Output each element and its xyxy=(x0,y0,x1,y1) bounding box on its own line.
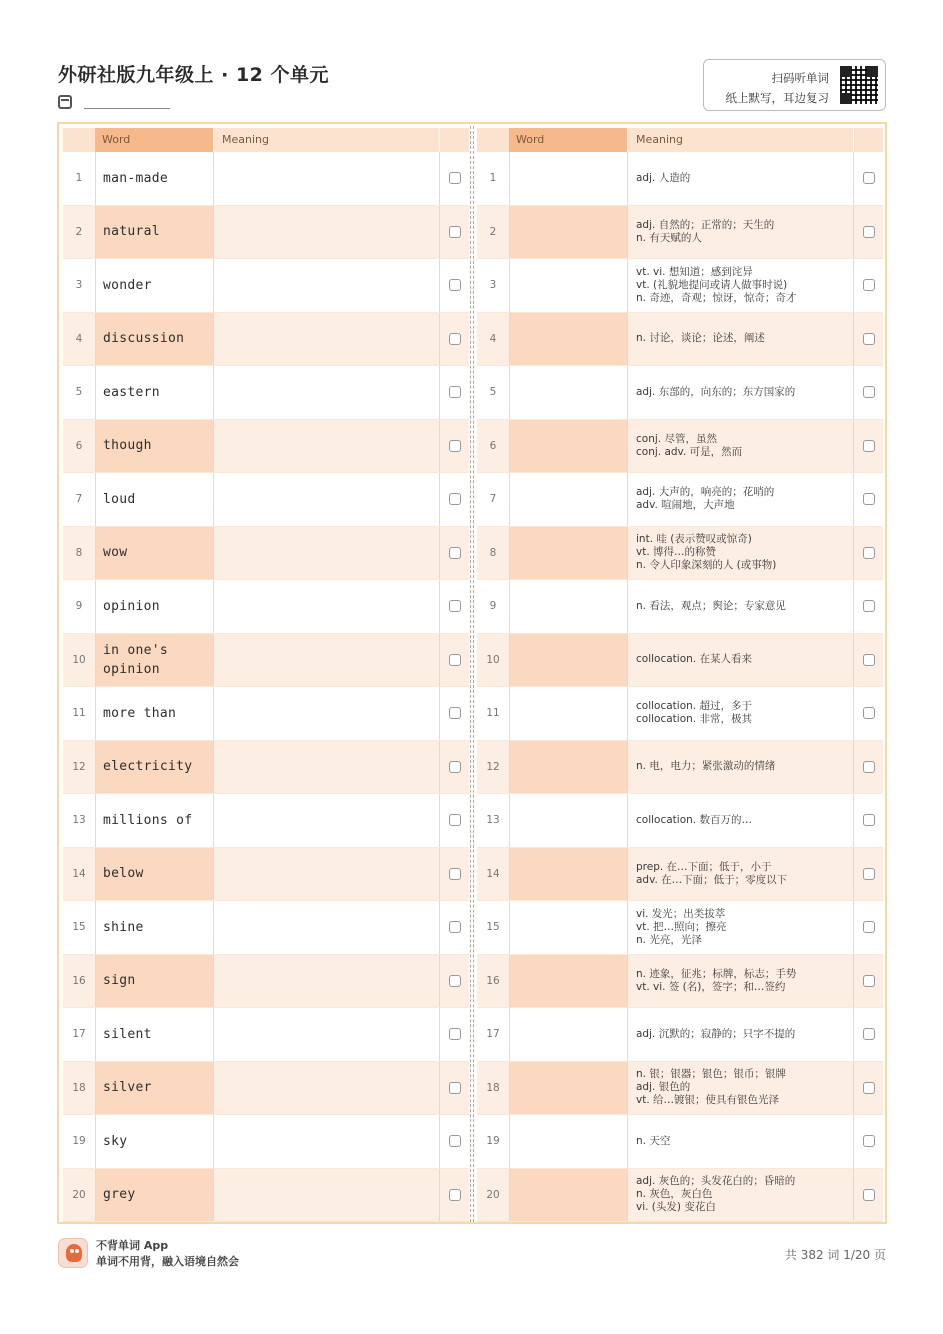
word-cell: silent xyxy=(95,1008,213,1061)
checkbox-cell xyxy=(853,259,883,312)
checkbox-cell xyxy=(439,527,469,580)
word-blank-cell[interactable] xyxy=(509,366,627,419)
word-blank-cell[interactable] xyxy=(509,687,627,740)
checkbox-cell xyxy=(439,313,469,366)
row-number: 9 xyxy=(75,600,83,613)
footer-app-info xyxy=(96,1238,239,1270)
row-number: 1 xyxy=(75,172,83,185)
row-number: 14 xyxy=(486,867,500,880)
meaning-cell: collocation. 超过，多于 collocation. 非常，极其 xyxy=(627,687,853,740)
checkbox-cell xyxy=(853,901,883,954)
checkbox[interactable] xyxy=(449,921,461,933)
checkbox-cell xyxy=(439,206,469,259)
checkbox-cell xyxy=(853,1115,883,1168)
word-cell: shine xyxy=(95,901,213,954)
row-number: 10 xyxy=(72,653,86,666)
table-row xyxy=(477,848,883,902)
app-name: 不背单词 App xyxy=(96,1239,169,1252)
meaning-blank-cell[interactable] xyxy=(213,634,439,687)
checkbox[interactable] xyxy=(863,921,875,933)
header-check-cell xyxy=(853,128,883,152)
word-cell: silver xyxy=(95,1062,213,1115)
header-meaning: Meaning xyxy=(213,128,439,152)
meaning-cell: n. 天空 xyxy=(627,1115,853,1168)
table-row xyxy=(63,741,469,795)
checkbox-cell xyxy=(439,848,469,901)
word-blank-cell[interactable] xyxy=(509,206,627,259)
checkbox-cell xyxy=(853,955,883,1008)
word-blank-cell[interactable] xyxy=(509,794,627,847)
row-number: 13 xyxy=(72,814,86,827)
table-row xyxy=(63,687,469,741)
checkbox-cell xyxy=(439,634,469,687)
table-row xyxy=(63,259,469,313)
word-cell: loud xyxy=(95,473,213,526)
meaning-blank-cell[interactable] xyxy=(213,1169,439,1222)
word-cell: man-made xyxy=(95,152,213,205)
word-cell: wonder xyxy=(95,259,213,312)
checkbox-cell xyxy=(853,848,883,901)
table-row xyxy=(63,1062,469,1116)
checkbox[interactable] xyxy=(863,1028,875,1040)
meaning-column-table xyxy=(477,128,883,1222)
checkbox[interactable] xyxy=(863,547,875,559)
checkbox[interactable] xyxy=(863,386,875,398)
qr-caption-line1: 扫码听单词 xyxy=(771,71,829,85)
table-row xyxy=(63,420,469,474)
row-number: 11 xyxy=(72,707,86,720)
meaning-blank-cell[interactable] xyxy=(213,1008,439,1061)
row-number: 15 xyxy=(486,921,500,934)
checkbox-cell xyxy=(853,580,883,633)
meaning-cell: adj. 东部的，向东的；东方国家的 xyxy=(627,366,853,419)
table-row xyxy=(477,794,883,848)
word-cell: sky xyxy=(95,1115,213,1168)
word-cell: below xyxy=(95,848,213,901)
table-row xyxy=(63,366,469,420)
checkbox-cell xyxy=(439,794,469,847)
word-cell: electricity xyxy=(95,741,213,794)
table-row xyxy=(63,955,469,1009)
word-blank-cell[interactable] xyxy=(509,527,627,580)
table-row xyxy=(477,1169,883,1223)
checkbox[interactable] xyxy=(449,1082,461,1094)
checkbox[interactable] xyxy=(863,279,875,291)
word-blank-cell[interactable] xyxy=(509,420,627,473)
checkbox-cell xyxy=(853,152,883,205)
word-cell: though xyxy=(95,420,213,473)
table-row xyxy=(477,1115,883,1169)
row-number: 20 xyxy=(486,1188,500,1201)
meaning-cell: adj. 人造的 xyxy=(627,152,853,205)
meaning-cell: prep. 在…下面；低于，小于 adv. 在…下面；低于；零度以下 xyxy=(627,848,853,901)
checkbox-cell xyxy=(853,366,883,419)
meaning-blank-cell[interactable] xyxy=(213,473,439,526)
page-info: 共 382 词 1/20 页 xyxy=(784,1248,886,1262)
row-number: 20 xyxy=(72,1188,86,1201)
checkbox-cell xyxy=(439,901,469,954)
table-row xyxy=(63,1008,469,1062)
row-number: 4 xyxy=(489,332,497,345)
meaning-blank-cell[interactable] xyxy=(213,313,439,366)
checkbox[interactable] xyxy=(449,1135,461,1147)
qr-caption xyxy=(726,68,830,108)
row-number: 11 xyxy=(486,707,500,720)
word-blank-cell[interactable] xyxy=(509,259,627,312)
word-blank-cell[interactable] xyxy=(509,1062,627,1115)
table-row xyxy=(63,580,469,634)
checkbox-cell xyxy=(853,206,883,259)
row-number: 16 xyxy=(72,974,86,987)
table-row xyxy=(477,259,883,313)
row-number: 5 xyxy=(75,386,83,399)
word-blank-cell[interactable] xyxy=(509,741,627,794)
word-cell: more than xyxy=(95,687,213,740)
word-cell: grey xyxy=(95,1169,213,1222)
checkbox-cell xyxy=(439,580,469,633)
row-number: 7 xyxy=(75,493,83,506)
row-number: 19 xyxy=(72,1135,86,1148)
table-row xyxy=(63,152,469,206)
checkbox-cell xyxy=(853,794,883,847)
checkbox[interactable] xyxy=(449,386,461,398)
meaning-blank-cell[interactable] xyxy=(213,259,439,312)
meaning-blank-cell[interactable] xyxy=(213,206,439,259)
row-number: 8 xyxy=(489,546,497,559)
checkbox-cell xyxy=(439,1062,469,1115)
row-number: 12 xyxy=(72,760,86,773)
checkbox[interactable] xyxy=(449,547,461,559)
row-number: 13 xyxy=(486,814,500,827)
table-row xyxy=(63,1169,469,1223)
meaning-blank-cell[interactable] xyxy=(213,152,439,205)
checkbox[interactable] xyxy=(863,600,875,612)
table-header xyxy=(63,128,469,152)
row-number: 12 xyxy=(486,760,500,773)
row-number: 19 xyxy=(486,1135,500,1148)
table-row xyxy=(477,473,883,527)
meaning-blank-cell[interactable] xyxy=(213,794,439,847)
meaning-cell: n. 讨论，谈论；论述，阐述 xyxy=(627,313,853,366)
checkbox[interactable] xyxy=(449,975,461,987)
meaning-cell: adj. 沉默的；寂静的；只字不提的 xyxy=(627,1008,853,1061)
row-number: 16 xyxy=(486,974,500,987)
row-number: 2 xyxy=(489,225,497,238)
row-number: 14 xyxy=(72,867,86,880)
meaning-blank-cell[interactable] xyxy=(213,901,439,954)
qr-code-icon[interactable] xyxy=(840,66,878,104)
checkbox[interactable] xyxy=(449,707,461,719)
checkbox-cell xyxy=(853,1062,883,1115)
checkbox-cell xyxy=(439,955,469,1008)
table-row xyxy=(63,313,469,367)
checkbox[interactable] xyxy=(449,654,461,666)
word-blank-cell[interactable] xyxy=(509,580,627,633)
table-row xyxy=(477,366,883,420)
table-row xyxy=(63,634,469,688)
word-cell: in one's opinion xyxy=(95,634,213,687)
checkbox[interactable] xyxy=(863,975,875,987)
meaning-blank-cell[interactable] xyxy=(213,527,439,580)
meaning-cell: n. 电，电力；紧张激动的情绪 xyxy=(627,741,853,794)
row-number: 17 xyxy=(72,1028,86,1041)
word-blank-cell[interactable] xyxy=(509,1008,627,1061)
qr-caption-line2: 纸上默写，耳边复习 xyxy=(725,91,829,105)
meaning-cell: collocation. 在某人看来 xyxy=(627,634,853,687)
date-row xyxy=(58,95,170,109)
app-logo-icon xyxy=(58,1238,88,1268)
word-blank-cell[interactable] xyxy=(509,1115,627,1168)
meaning-blank-cell[interactable] xyxy=(213,420,439,473)
row-number: 6 xyxy=(489,439,497,452)
meaning-cell: n. 迹象，征兆；标牌，标志；手势 vt. vi. 签 (名)，签字；和…签约 xyxy=(627,955,853,1008)
checkbox[interactable] xyxy=(863,1082,875,1094)
checkbox[interactable] xyxy=(863,226,875,238)
meaning-blank-cell[interactable] xyxy=(213,1115,439,1168)
checkbox[interactable] xyxy=(863,707,875,719)
word-cell: millions of xyxy=(95,794,213,847)
meaning-blank-cell[interactable] xyxy=(213,1062,439,1115)
meaning-cell: adj. 大声的，响亮的；花哨的 adv. 喧闹地，大声地 xyxy=(627,473,853,526)
checkbox-cell xyxy=(439,1169,469,1222)
checkbox-cell xyxy=(439,366,469,419)
meaning-blank-cell[interactable] xyxy=(213,955,439,1008)
checkbox[interactable] xyxy=(863,761,875,773)
app-slogan: 单词不用背，融入语境自然会 xyxy=(96,1255,239,1268)
checkbox-cell xyxy=(439,1008,469,1061)
word-blank-cell[interactable] xyxy=(509,848,627,901)
page-title: 外研社版九年级上 · 12 个单元 xyxy=(58,64,330,86)
checkbox[interactable] xyxy=(449,761,461,773)
word-blank-cell[interactable] xyxy=(509,313,627,366)
table-row xyxy=(63,794,469,848)
header-word: Word xyxy=(95,128,213,152)
meaning-cell: int. 哇 (表示赞叹或惊奇) vt. 博得…的称赞 n. 令人印象深刻的人 (或事物) xyxy=(627,527,853,580)
table-row xyxy=(63,901,469,955)
meaning-cell: vi. 发光；出类拔萃 vt. 把…照向；擦亮 n. 光亮，光泽 xyxy=(627,901,853,954)
table-row xyxy=(63,206,469,260)
table-row xyxy=(477,313,883,367)
checkbox[interactable] xyxy=(863,333,875,345)
checkbox[interactable] xyxy=(863,1135,875,1147)
row-number: 6 xyxy=(75,439,83,452)
header-meaning: Meaning xyxy=(627,128,853,152)
row-number: 18 xyxy=(486,1081,500,1094)
checkbox[interactable] xyxy=(449,868,461,880)
meaning-blank-cell[interactable] xyxy=(213,366,439,419)
table-row xyxy=(477,741,883,795)
checkbox[interactable] xyxy=(449,226,461,238)
left-table-body xyxy=(63,152,469,1222)
table-row xyxy=(477,580,883,634)
meaning-blank-cell[interactable] xyxy=(213,580,439,633)
checkbox[interactable] xyxy=(863,172,875,184)
meaning-blank-cell[interactable] xyxy=(213,741,439,794)
row-number: 15 xyxy=(72,921,86,934)
table-row xyxy=(477,901,883,955)
table-row xyxy=(63,473,469,527)
word-cell: sign xyxy=(95,955,213,1008)
checkbox-cell xyxy=(853,1169,883,1222)
meaning-cell: collocation. 数百万的… xyxy=(627,794,853,847)
row-number: 4 xyxy=(75,332,83,345)
checkbox[interactable] xyxy=(449,172,461,184)
table-row xyxy=(477,420,883,474)
word-cell: discussion xyxy=(95,313,213,366)
row-number: 17 xyxy=(486,1028,500,1041)
checkbox-cell xyxy=(439,420,469,473)
checkbox[interactable] xyxy=(449,1189,461,1201)
checkbox-cell xyxy=(853,313,883,366)
checkbox-cell xyxy=(853,420,883,473)
checkbox-cell xyxy=(439,1115,469,1168)
checkbox[interactable] xyxy=(449,1028,461,1040)
checkbox-cell xyxy=(439,473,469,526)
word-blank-cell[interactable] xyxy=(509,473,627,526)
row-number: 2 xyxy=(75,225,83,238)
checkbox-cell xyxy=(439,741,469,794)
table-row xyxy=(477,527,883,581)
checkbox-cell xyxy=(439,259,469,312)
meaning-cell: adj. 自然的；正常的；天生的 n. 有天赋的人 xyxy=(627,206,853,259)
checkbox[interactable] xyxy=(863,868,875,880)
table-row xyxy=(63,848,469,902)
row-number: 3 xyxy=(75,279,83,292)
table-header xyxy=(477,128,883,152)
table-row xyxy=(477,1008,883,1062)
checkbox-cell xyxy=(439,687,469,740)
meaning-cell: conj. 尽管，虽然 conj. adv. 可是，然而 xyxy=(627,420,853,473)
row-number: 18 xyxy=(72,1081,86,1094)
checkbox-cell xyxy=(853,687,883,740)
table-row xyxy=(477,1062,883,1116)
meaning-cell: vt. vi. 想知道；感到诧异 vt. (礼貌地提问或请人做事时说) n. 奇迹，奇观；惊讶，惊奇；奇才 xyxy=(627,259,853,312)
checkbox[interactable] xyxy=(863,654,875,666)
word-blank-cell[interactable] xyxy=(509,955,627,1008)
date-blank-line xyxy=(84,108,170,109)
meaning-cell: n. 银；银器；银色；银币；银牌 adj. 银色的 vt. 给…镀银；使具有银色光泽 xyxy=(627,1062,853,1115)
word-blank-cell[interactable] xyxy=(509,901,627,954)
checkbox-cell xyxy=(853,473,883,526)
table-row xyxy=(477,634,883,688)
checkbox[interactable] xyxy=(449,814,461,826)
checkbox[interactable] xyxy=(449,333,461,345)
word-cell: wow xyxy=(95,527,213,580)
checkbox[interactable] xyxy=(863,814,875,826)
checkbox-cell xyxy=(853,741,883,794)
checkbox[interactable] xyxy=(449,279,461,291)
table-row xyxy=(477,152,883,206)
table-row xyxy=(63,1115,469,1169)
checkbox[interactable] xyxy=(449,493,461,505)
table-row xyxy=(477,955,883,1009)
checkbox-cell xyxy=(439,152,469,205)
checkbox-cell xyxy=(853,1008,883,1061)
word-cell: natural xyxy=(95,206,213,259)
table-row xyxy=(477,206,883,260)
worksheet xyxy=(57,122,887,1224)
row-number: 3 xyxy=(489,279,497,292)
header-word: Word xyxy=(509,128,627,152)
fold-divider xyxy=(470,126,474,1222)
calendar-icon xyxy=(58,95,72,109)
word-blank-cell[interactable] xyxy=(509,1169,627,1222)
row-number: 8 xyxy=(75,546,83,559)
meaning-cell: n. 看法，观点；舆论；专家意见 xyxy=(627,580,853,633)
header-check-cell xyxy=(439,128,469,152)
checkbox[interactable] xyxy=(863,1189,875,1201)
qr-audio-card[interactable] xyxy=(703,59,886,111)
word-column-table xyxy=(63,128,469,1222)
meaning-blank-cell[interactable] xyxy=(213,687,439,740)
table-row xyxy=(63,527,469,581)
header-num-cell xyxy=(477,128,509,152)
row-number: 10 xyxy=(486,653,500,666)
table-row xyxy=(477,687,883,741)
checkbox[interactable] xyxy=(863,493,875,505)
checkbox[interactable] xyxy=(449,440,461,452)
meaning-blank-cell[interactable] xyxy=(213,848,439,901)
checkbox-cell xyxy=(853,634,883,687)
row-number: 1 xyxy=(489,172,497,185)
row-number: 5 xyxy=(489,386,497,399)
row-number: 7 xyxy=(489,493,497,506)
word-blank-cell[interactable] xyxy=(509,634,627,687)
checkbox[interactable] xyxy=(863,440,875,452)
right-table-body xyxy=(477,152,883,1222)
header-num-cell xyxy=(63,128,95,152)
checkbox-cell xyxy=(853,527,883,580)
checkbox[interactable] xyxy=(449,600,461,612)
row-number: 9 xyxy=(489,600,497,613)
word-cell: eastern xyxy=(95,366,213,419)
word-blank-cell[interactable] xyxy=(509,152,627,205)
meaning-cell: adj. 灰色的；头发花白的；昏暗的 n. 灰色，灰白色 vi. (头发) 变花白 xyxy=(627,1169,853,1222)
word-cell: opinion xyxy=(95,580,213,633)
